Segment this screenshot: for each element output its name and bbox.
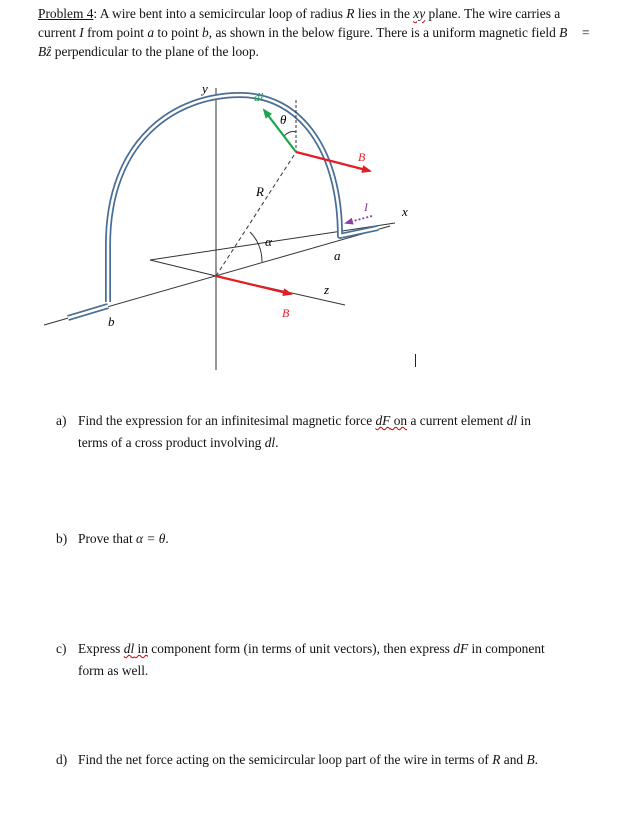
label-r: R — [256, 184, 264, 199]
label-i: I — [364, 200, 368, 214]
plane-name: xy — [413, 6, 426, 21]
label-alpha: α — [265, 234, 272, 249]
label-b: b — [108, 314, 115, 329]
problem-text: perpendicular to the plane of the loop. — [51, 44, 259, 59]
label-y: y — [202, 81, 208, 96]
radius-line — [216, 152, 296, 276]
problem-text: , as shown in the below figure. There is a uniform magnetic field — [208, 25, 560, 40]
question-text: Find the net force acting on the semicircular loop part of the wire in terms of — [78, 752, 493, 767]
question-text: a current element — [407, 413, 507, 428]
question-text: and — [500, 752, 527, 767]
question-d — [56, 749, 596, 771]
label-b-top: B⃗ — [358, 150, 375, 164]
question-label: b) — [56, 531, 68, 546]
var-df: dF — [453, 641, 469, 656]
var-df: dF — [375, 413, 391, 428]
question-text: in component — [468, 641, 545, 656]
question-a — [56, 410, 596, 454]
question-text: on — [390, 413, 408, 428]
problem-text: lies in the — [354, 6, 414, 21]
alpha-arc — [250, 232, 262, 262]
question-text: terms of a cross product involving — [78, 435, 265, 450]
theta-arc — [284, 132, 296, 137]
field-expression: B⃗ = Bẑ — [38, 25, 591, 59]
problem-text: plane. The wire carries a current — [38, 6, 561, 40]
problem-label: Problem 4 — [38, 6, 94, 21]
semicircle-figure — [0, 0, 632, 400]
label-dl: dl⃗ — [254, 90, 273, 104]
label-b-bottom: B⃗ — [282, 306, 299, 320]
question-text: Prove that — [78, 531, 137, 546]
question-label: d) — [56, 752, 68, 767]
label-theta: θ — [280, 112, 287, 127]
current-arrow — [346, 216, 372, 223]
question-text: Express — [78, 641, 124, 656]
label-a: a — [334, 248, 341, 263]
var-dl: dl — [506, 413, 518, 428]
var-dl: dl — [123, 641, 135, 656]
question-text: component form (in terms of unit vectors), then express — [147, 641, 454, 656]
question-text: in — [517, 413, 531, 428]
question-text: in — [134, 641, 148, 656]
question-c — [56, 638, 596, 682]
var-r: R — [346, 6, 355, 21]
b-field-arrow-bottom — [216, 276, 291, 294]
var-dl: dl — [264, 435, 276, 450]
var-b: B — [526, 752, 535, 767]
point-a: a — [147, 25, 155, 40]
wire-loop — [68, 95, 378, 318]
question-text: form as well. — [78, 663, 149, 678]
text-cursor — [415, 354, 416, 367]
var-r: R — [492, 752, 501, 767]
question-text: . — [165, 531, 169, 546]
question-text: Find the expression for an infinitesimal magnetic force — [78, 413, 376, 428]
alpha-theta-expr: α = θ — [136, 531, 166, 546]
label-z: z — [324, 282, 330, 297]
point-b: b — [202, 25, 209, 40]
label-x: x — [402, 204, 408, 219]
x-axis — [150, 223, 395, 260]
question-text: . — [275, 435, 279, 450]
question-b — [56, 528, 596, 550]
var-i: I — [79, 25, 84, 40]
question-text: . — [534, 752, 538, 767]
question-label: c) — [56, 641, 67, 656]
x-axis-back — [150, 260, 216, 276]
problem-text: from point — [83, 25, 148, 40]
question-label: a) — [56, 413, 67, 428]
problem-text: : A wire bent into a semicircular loop of radius — [93, 6, 347, 21]
problem-text: to point — [154, 25, 203, 40]
